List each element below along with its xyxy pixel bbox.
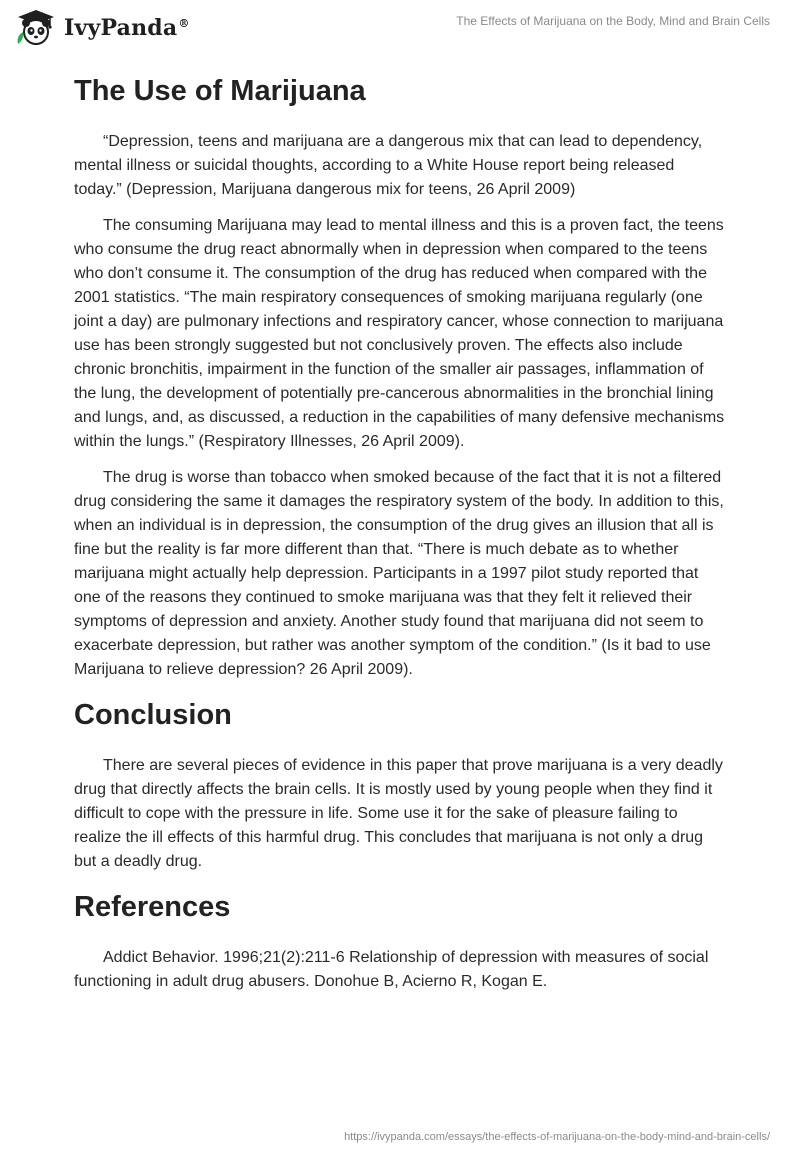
ivypanda-logo[interactable] <box>14 8 190 48</box>
paragraph: There are several pieces of evidence in this paper that prove marijuana is a very deadly drug that directly affects the brain cells. It is mostly used by young people when they find it difficult to cope with the pressure in life. Some use it for the sake of pleasure failing to realize the ill effects of this harmful drug. This concludes that marijuana is not only a drug but a deadly drug. <box>74 757 723 870</box>
source-url[interactable]: https://ivypanda.com/essays/the-effects-of-marijuana-on-the-body-mind-and-brain-cells/ <box>344 1131 770 1143</box>
paragraph: “Depression, teens and marijuana are a dangerous mix that can lead to dependency, mental illness or suicidal thoughts, according to a White House report being released today.” (Depression, Marijuana dangerous mix for teens, 26 April 2009) <box>74 133 703 198</box>
section-heading-use: The Use of Marijuana <box>74 75 366 107</box>
paragraph: The consuming Marijuana may lead to mental illness and this is a proven fact, the teens who consume the drug react abnormally when in depression when compared to the teens who don’t consume it. The consumption of the drug has reduced when compared with the 2001 statistics. “The main respiratory consequences of smoking marijuana regularly (one joint a day) are pulmonary infections and respiratory cancer, whose connection to marijuana use has been strongly suggested but not conclusively proven. The effects also include chronic bronchitis, impairment in the function of the smaller air passages, inflammation of the lung, the development of potentially pre-cancerous abnormalities in the bronchial lining and lungs, and, as discussed, a reduction in the capabilities of many defensive mechanisms within the lungs.” (Respiratory Illnesses, 26 April 2009). <box>74 217 725 450</box>
section-heading-references: References <box>74 891 231 923</box>
brand-name: IvyPanda® <box>64 15 190 41</box>
reference-entry: Addict Behavior. 1996;21(2):211-6 Relationship of depression with measures of social functioning in adult drug abusers. Donohue B, Acierno R, Kogan E. <box>74 949 709 990</box>
panda-logo-icon <box>14 8 58 48</box>
section-heading-conclusion: Conclusion <box>74 699 232 731</box>
article-content <box>74 74 726 1006</box>
page-header <box>0 0 800 64</box>
document-title: The Effects of Marijuana on the Body, Mind and Brain Cells <box>456 14 770 28</box>
paragraph: The drug is worse than tobacco when smoked because of the fact that it is not a filtered drug considering the same it damages the respiratory system of the body. In addition to this, when an individual is in depression, the consumption of the drug gives an illusion that all is fine but the reality is far more different than that. “There is much debate as to whether marijuana might actually help depression. Participants in a 1997 pilot study reported that one of the reasons they continued to smoke marijuana was that they felt it relieved their symptoms of depression and anxiety. Another study found that marijuana did not seem to exacerbate depression, but rather was another symptom of the condition.” (Is it bad to use Marijuana to relieve depression? 26 April 2009). <box>74 469 724 678</box>
